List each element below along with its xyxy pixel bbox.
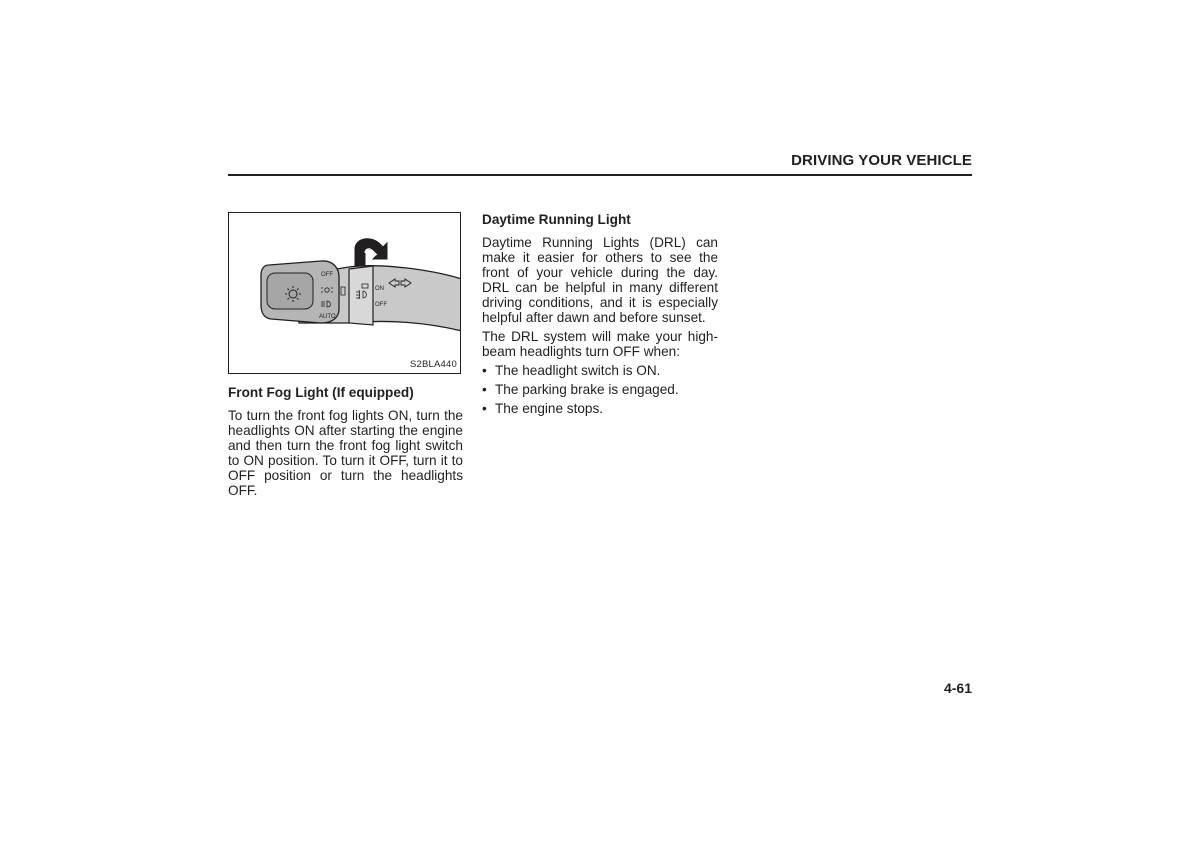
drl-heading: Daytime Running Light — [482, 212, 631, 227]
drl-paragraph-2: The DRL system will make your high-beam headlights turn OFF when: — [482, 329, 718, 359]
fog-light-paragraph: To turn the front fog lights ON, turn the headlights ON after starting the engine and then turn the front fog light switch to ON position. To turn it OFF, turn it to OFF position or turn the headlights OFF. — [228, 408, 463, 498]
rotate-arrow-icon — [355, 239, 387, 266]
off-label-cap: OFF — [321, 272, 333, 278]
right-column — [482, 212, 718, 420]
drl-paragraph-1: Daytime Running Lights (DRL) can make it easier for others to see the front of your vehicle during the day. DRL can be helpful in many different driving conditions, and it is especially helpful after dawn and before sunset. — [482, 235, 718, 325]
fog-switch-ring — [349, 266, 373, 325]
drl-condition-list — [482, 363, 718, 416]
left-column — [228, 385, 463, 502]
section-title: DRIVING YOUR VEHICLE — [791, 152, 972, 169]
bullet-icon: • — [482, 382, 487, 397]
list-item — [482, 363, 718, 378]
list-item-text: The headlight switch is ON. — [495, 363, 661, 378]
fog-light-heading: Front Fog Light (If equipped) — [228, 385, 414, 400]
auto-label: AUTO — [319, 314, 336, 320]
page-number: 4-61 — [943, 680, 972, 696]
fog-on-label: ON — [375, 286, 384, 292]
light-switch-illustration — [229, 213, 461, 374]
bullet-icon: • — [482, 363, 487, 378]
fog-off-label: OFF — [375, 302, 387, 308]
list-item — [482, 382, 718, 397]
figure-code: S2BLA440 — [409, 359, 457, 370]
stalk-switch-figure — [228, 212, 461, 374]
bullet-icon: • — [482, 401, 487, 416]
list-item-text: The engine stops. — [495, 401, 604, 416]
list-item-text: The parking brake is engaged. — [495, 382, 679, 397]
header-divider — [228, 174, 972, 176]
list-item — [482, 401, 718, 416]
